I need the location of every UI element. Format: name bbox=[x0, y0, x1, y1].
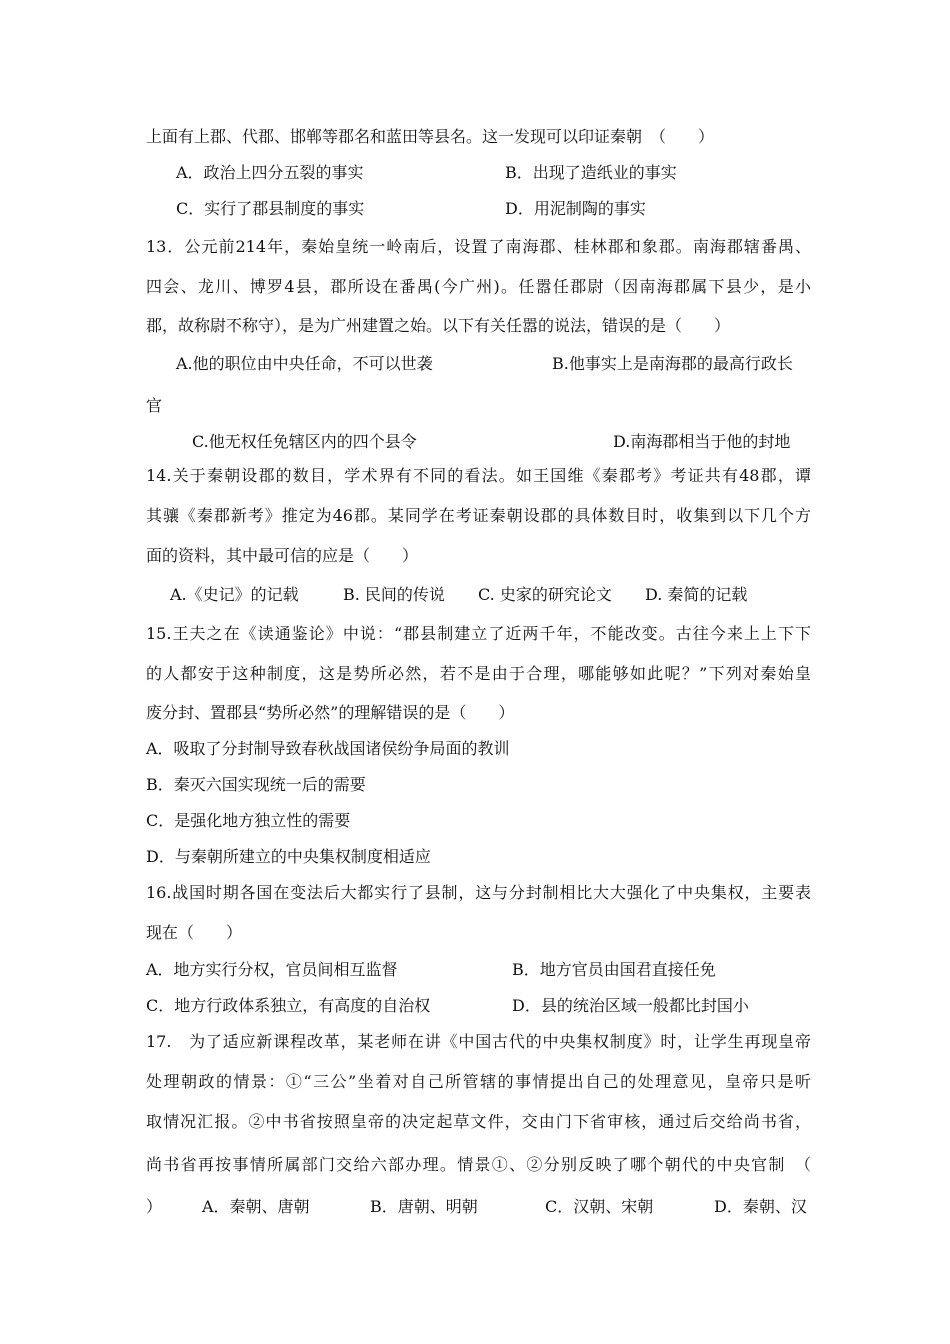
q17-option-c: C．汉朝、宋朝 bbox=[545, 1197, 654, 1216]
q14-option-c: C. 史家的研究论文 bbox=[478, 585, 612, 604]
q14-line-3: 面的资料，其中最可信的应是（ ） bbox=[146, 546, 419, 565]
q12-option-c: C．实行了郡县制度的事实 bbox=[176, 199, 365, 218]
q17-option-b: B．唐朝、明朝 bbox=[370, 1197, 478, 1216]
q15-option-b: B．秦灭六国实现统一后的需要 bbox=[146, 775, 366, 794]
q17-option-d: D．秦朝、汉 bbox=[714, 1197, 807, 1216]
q13-line-1: 13．公元前214年，秦始皇统一岭南后，设置了南海郡、桂林郡和象郡。南海郡辖番禺、 bbox=[146, 237, 811, 256]
q17-line-2: 处理朝政的情景：①“三公”坐着对自己所管辖的事情提出自己的处理意见，皇帝只是听 bbox=[146, 1072, 811, 1091]
q16-option-b: B．地方官员由国君直接任免 bbox=[512, 960, 716, 979]
q15-option-c: C．是强化地方独立性的需要 bbox=[146, 811, 351, 830]
q15-option-d: D．与秦朝所建立的中央集权制度相适应 bbox=[146, 847, 431, 866]
q13-line-2: 四会、龙川、博罗4县，郡所设在番禺(今广州)。任嚣任郡尉（因南海郡属下县少，是小 bbox=[146, 277, 811, 296]
q13-option-b-continued: 官 bbox=[146, 396, 163, 415]
q17-line-1: 17. 为了适应新课程改革，某老师在讲《中国古代的中央集权制度》时，让学生再现皇帝 bbox=[146, 1032, 811, 1051]
q17-line-3: 取情况汇报。②中书省按照皇帝的决定起草文件，交由门下省审核，通过后交给尚书省， bbox=[146, 1112, 811, 1131]
q16-option-c: C．地方行政体系独立，有高度的自治权 bbox=[146, 996, 431, 1015]
q17-option-a: A．秦朝、唐朝 bbox=[202, 1197, 310, 1216]
q15-line-2: 的人都安于这种制度，这是势所必然，若不是由于合理，哪能够如此呢？”下列对秦始皇 bbox=[146, 664, 811, 683]
q14-option-a: A.《史记》的记载 bbox=[170, 585, 299, 604]
q17-line-4: 尚书省再按事情所属部门交给六部办理。情景①、②分别反映了哪个朝代的中央官制 （ bbox=[146, 1155, 811, 1174]
q14-line-2: 其骧《秦郡新考》推定为46郡。某同学在考证秦朝设郡的具体数目时，收集到以下几个方 bbox=[146, 506, 811, 525]
q16-line-1: 16.战国时期各国在变法后大都实行了县制，这与分封制相比大大强化了中央集权，主要表 bbox=[146, 883, 811, 902]
q13-option-a: A.他的职位由中央任命，不可以世袭 bbox=[176, 354, 433, 373]
q12-option-d: D．用泥制陶的事实 bbox=[505, 199, 646, 218]
q15-option-a: A．吸取了分封制导致春秋战国诸侯纷争局面的教训 bbox=[146, 739, 510, 758]
q13-option-d: D.南海郡相当于他的封地 bbox=[613, 432, 791, 451]
q15-line-3: 废分封、置郡县“势所必然”的理解错误的是（ ） bbox=[146, 703, 515, 722]
q17-closing-paren: ） bbox=[146, 1197, 163, 1216]
q14-line-1: 14.关于秦朝设郡的数目，学术界有不同的看法。如王国维《秦郡考》考证共有48郡，谭 bbox=[146, 466, 811, 485]
q13-option-b: B.他事实上是南海郡的最高行政长 bbox=[552, 354, 793, 373]
q14-option-b: B. 民间的传说 bbox=[343, 585, 445, 604]
q16-option-d: D．县的统治区域一般都比封国小 bbox=[512, 996, 749, 1015]
q15-line-1: 15.王夫之在《读通鉴论》中说：“郡县制建立了近两千年，不能改变。古往今来上上下下 bbox=[146, 624, 811, 643]
q16-line-2: 现在（ ） bbox=[146, 923, 243, 942]
q12-line-1: 上面有上郡、代郡、邯郸等郡名和蓝田等县名。这一发现可以印证秦朝 （ ） bbox=[146, 127, 715, 146]
q13-line-3: 郡，故称尉不称守），是为广州建置之始。以下有关任嚣的说法，错误的是（ ） bbox=[146, 316, 731, 335]
q12-option-b: B．出现了造纸业的事实 bbox=[505, 163, 677, 182]
q13-option-c: C.他无权任免辖区内的四个县令 bbox=[192, 432, 417, 451]
q16-option-a: A．地方实行分权，官员间相互监督 bbox=[146, 960, 398, 979]
q14-option-d: D. 秦简的记载 bbox=[645, 585, 748, 604]
q12-option-a: A．政治上四分五裂的事实 bbox=[176, 163, 364, 182]
